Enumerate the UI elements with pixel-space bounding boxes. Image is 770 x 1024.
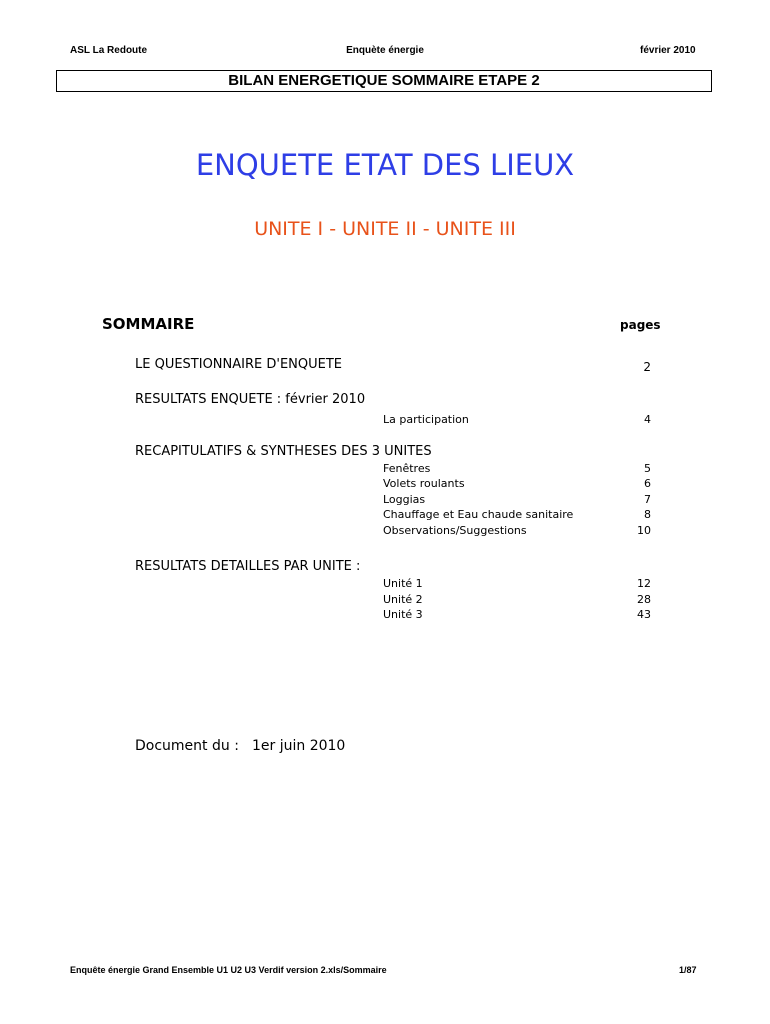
- toc-section-detailles: RESULTATS DETAILLES PAR UNITE :: [135, 559, 361, 574]
- toc-item: Unité 3: [383, 608, 423, 621]
- page-subtitle: UNITE I - UNITE II - UNITE III: [254, 218, 516, 240]
- toc-section-questionnaire: LE QUESTIONNAIRE D'ENQUETE: [135, 357, 343, 372]
- toc-page-number: 8: [644, 508, 651, 521]
- toc-page-number: 4: [644, 413, 651, 426]
- footer-filename: Enquête énergie Grand Ensemble U1 U2 U3 Verdif version 2.xls/Sommaire: [70, 965, 387, 975]
- toc-item: Fenêtres: [383, 462, 431, 475]
- toc-item: Volets roulants: [383, 477, 465, 490]
- header-right: février 2010: [640, 45, 696, 56]
- toc-item: Unité 2: [383, 593, 423, 606]
- document-date-label: Document du :: [135, 738, 239, 754]
- toc-item: Chauffage et Eau chaude sanitaire: [383, 508, 574, 521]
- document-date-value: 1er juin 2010: [252, 738, 346, 754]
- toc-item: Unité 1: [383, 577, 423, 590]
- toc-item: Loggias: [383, 493, 426, 506]
- toc-page-number: 7: [644, 493, 651, 506]
- toc-page-number: 12: [637, 577, 651, 590]
- toc-page-number: 28: [637, 593, 651, 606]
- toc-page-number: 43: [637, 608, 651, 621]
- toc-pages-label: pages: [620, 318, 661, 332]
- toc-item: La participation: [383, 413, 469, 426]
- toc-page-number: 5: [644, 462, 651, 475]
- header-left: ASL La Redoute: [70, 45, 148, 56]
- footer-page-count: 1/87: [679, 965, 697, 975]
- toc-page-number: 10: [637, 524, 651, 537]
- toc-heading: SOMMAIRE: [102, 315, 195, 333]
- toc-section-resultats: RESULTATS ENQUETE : février 2010: [135, 392, 366, 407]
- toc-item: Observations/Suggestions: [383, 524, 527, 537]
- page-title: ENQUETE ETAT DES LIEUX: [195, 148, 575, 182]
- toc-page-number: 2: [643, 360, 651, 374]
- banner-title: BILAN ENERGETIQUE SOMMAIRE ETAPE 2: [56, 70, 712, 92]
- toc-section-recapitulatifs: RECAPITULATIFS & SYNTHESES DES 3 UNITES: [135, 444, 432, 459]
- toc-page-number: 6: [644, 477, 651, 490]
- header-center: Enquète énergie: [346, 45, 424, 56]
